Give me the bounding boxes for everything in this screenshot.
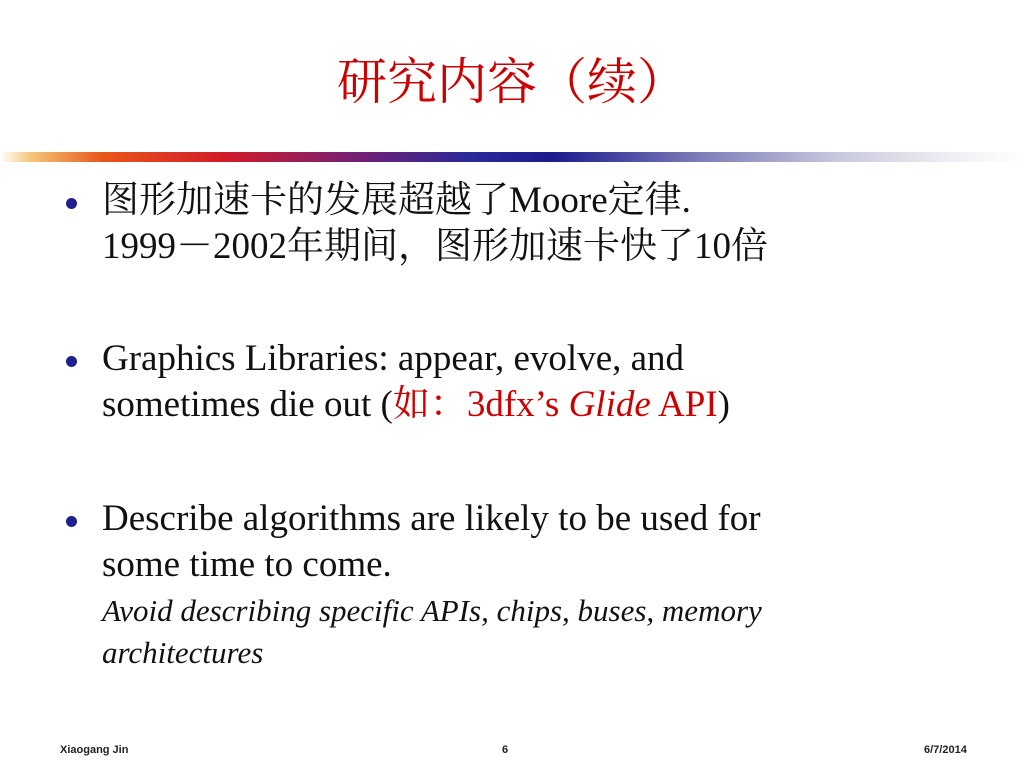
bullet-3-line-1: Describe algorithms are likely to be used for [102,498,761,539]
footer-author: Xiaogang Jin [60,744,129,756]
bullet-1-line-1: 图形加速卡的发展超越了Moore定律. [102,180,691,221]
bullet-icon [66,198,77,209]
bullet-3-line-2: some time to come. [102,544,392,585]
footer-page-number: 6 [502,744,509,756]
bullet-2-api-text: API [650,384,718,425]
bullet-1-line-2: 1999－2002年期间，图形加速卡快了10倍 [102,226,768,267]
bullet-3-sub-line-2: architectures [102,635,264,670]
footer-date: 6/7/2014 [924,744,967,756]
bullet-text-1 [102,178,962,270]
bullet-2-line-2-suffix: ) [717,384,730,425]
bullet-2-glide-text: Glide [568,384,651,425]
bullet-2-line-2-prefix: sometimes die out ( [102,384,393,425]
bullet-icon [66,516,77,527]
bullet-text-3 [102,496,962,674]
bullet-text-2 [102,336,962,428]
slide-title: 研究内容（续） [337,54,687,110]
bullet-3-sub-line-1: Avoid describing specific APIs, chips, buses, memory [102,593,762,628]
bullet-3-sub-text [102,590,962,674]
bullet-2-example-text: 如：3dfx’s [392,384,569,425]
bullet-icon [66,356,77,367]
bullet-2-line-1: Graphics Libraries: appear, evolve, and [102,338,685,379]
